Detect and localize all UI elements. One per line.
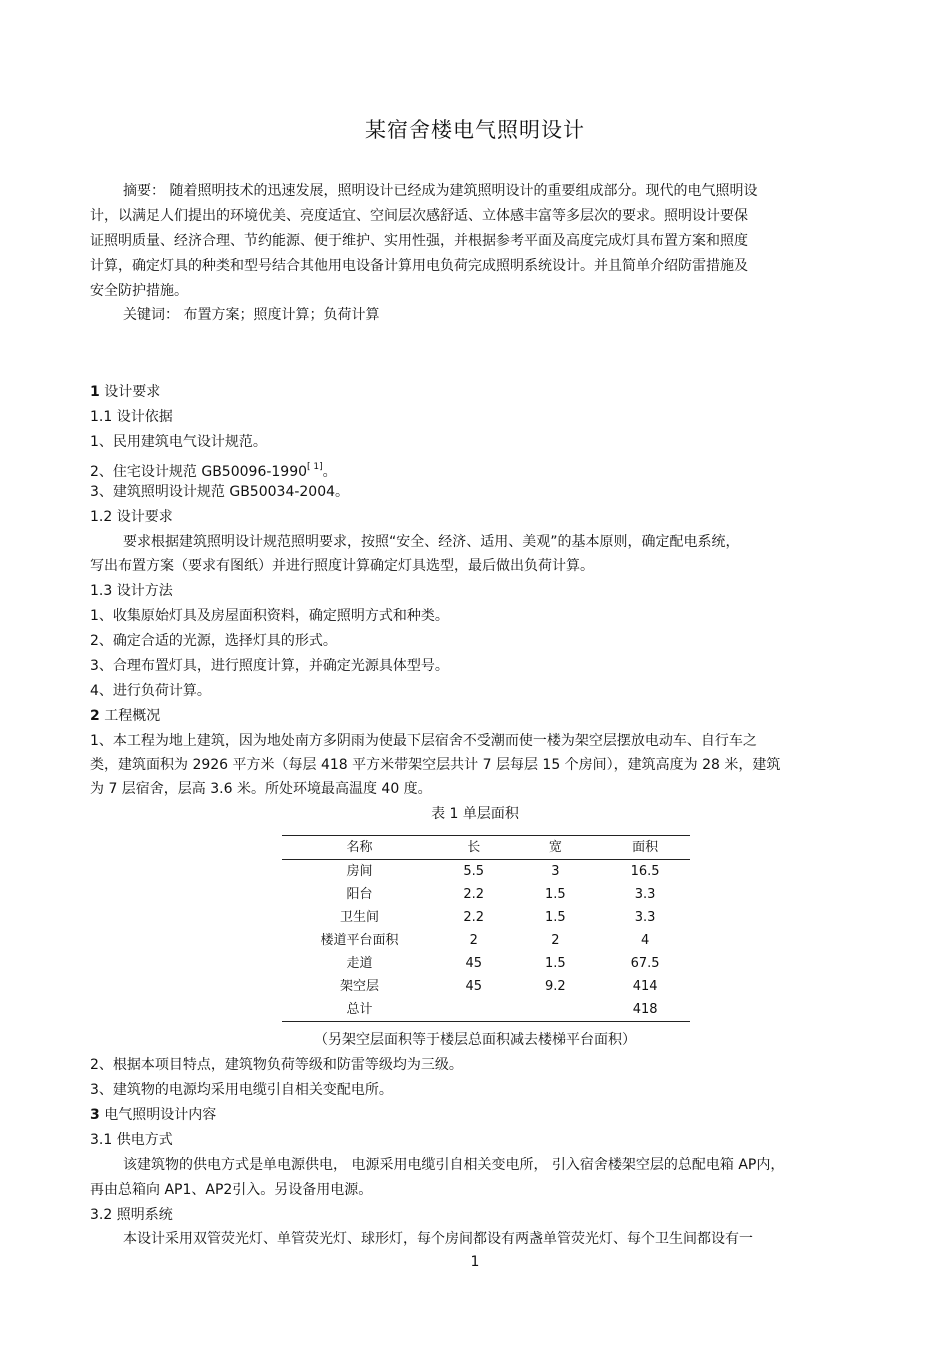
abstract-line: 证照明质量、经济合理、节约能源、便于维护、实用性强，并根据参考平面及高度完成灯具布置方案和照度: [90, 233, 748, 249]
table-cell: 房间: [346, 864, 373, 879]
table-cell: 3: [551, 864, 560, 879]
section-3-1-heading: 3.1 供电方式: [90, 1132, 173, 1148]
section-1-1-heading: 1.1 设计依据: [90, 409, 173, 425]
table-cell: 16.5: [630, 864, 660, 879]
table-cell: 总计: [346, 1002, 373, 1017]
table-cell: 418: [632, 1002, 658, 1017]
section-3-number: 3: [90, 1107, 100, 1123]
table-row: [282, 952, 690, 975]
table-cell: [510, 998, 600, 1022]
paragraph-line: 为 7 层宿舍，层高 3.6 米。所处环境最高温度 40 度。: [90, 781, 432, 797]
table-header-row: [282, 836, 690, 860]
table-header-cell: 宽: [548, 840, 562, 855]
table-cell: 3.3: [634, 887, 656, 902]
section-3-heading: [90, 1105, 880, 1125]
paragraph-line: 本设计采用双管荧光灯、单管荧光灯、球形灯，每个房间都设有两盏单管荧光灯、每个卫生间都设有一: [123, 1231, 753, 1247]
table-header-cell: 名称: [346, 840, 373, 855]
list-item: 2、确定合适的光源，选择灯具的形式。: [90, 633, 337, 649]
section-1-title: 设计要求: [99, 384, 161, 400]
table-cell: 阳台: [346, 887, 373, 902]
table-cell: 架空层: [340, 979, 380, 994]
abstract-line: 安全防护措施。: [90, 283, 188, 299]
table-cell: 9.2: [545, 979, 566, 994]
table-header-cell: 长: [467, 840, 481, 855]
section-2-title: 工程概况: [99, 708, 161, 724]
list-item-end: 。: [322, 464, 337, 480]
table-row: [282, 860, 690, 884]
list-item: 1、民用建筑电气设计规范。: [90, 434, 267, 450]
paragraph-line: 该建筑物的供电方式是单电源供电， 电源采用电缆引自相关变电所， 引入宿舍楼架空层的总配电箱 AP内，: [123, 1157, 785, 1173]
reference-superscript: [ 1]: [307, 462, 323, 472]
abstract-line: 计，以满足人们提出的环境优美、亮度适宜、空间层次感舒适、立体感丰富等多层次的要求。照明设计要保: [90, 208, 748, 224]
section-2-heading: [90, 706, 880, 726]
table-cell: 45: [465, 956, 483, 971]
table-row: [282, 883, 690, 906]
list-item: 3、建筑物的电源均采用电缆引自相关变配电所。: [90, 1082, 393, 1098]
list-item: 4、进行负荷计算。: [90, 683, 211, 699]
list-item-text: 2、住宅设计规范 GB50096-1990: [90, 464, 308, 480]
section-1-3-heading: 1.3 设计方法: [90, 583, 173, 599]
section-2-number: 2: [90, 708, 100, 724]
table-cell: 卫生间: [340, 910, 380, 925]
table-total-row: [282, 998, 690, 1022]
table-cell: 2.2: [463, 887, 485, 902]
table-row: [282, 975, 690, 998]
document-title: 某宿舍楼电气照明设计: [365, 118, 585, 142]
paragraph-line: 类，建筑面积为 2926 平方米（每层 418 平方米带架空层共计 7 层每层 15 个房间），建筑高度为 28 米，建筑: [90, 757, 781, 773]
table-cell: 1.5: [545, 887, 566, 902]
table-cell: 5.5: [463, 864, 485, 879]
list-item: 3、建筑照明设计规范 GB50034-2004。: [90, 484, 350, 500]
table-cell: 走道: [346, 956, 373, 971]
keywords: 关键词： 布置方案；照度计算；负荷计算: [123, 307, 380, 323]
table-cell: 3.3: [634, 910, 656, 925]
table-cell: 1.5: [545, 910, 566, 925]
table-cell: 1.5: [545, 956, 566, 971]
table-cell: 414: [632, 979, 658, 994]
paragraph-line: 要求根据建筑照明设计规范照明要求，按照“安全、经济、适用、美观”的基本原则，确定配电系统，: [123, 534, 740, 550]
list-item: 2、根据本项目特点，建筑物负荷等级和防雷等级均为三级。: [90, 1057, 463, 1073]
table-header-cell: 面积: [632, 840, 659, 855]
section-1-2-heading: 1.2 设计要求: [90, 509, 173, 525]
paragraph-line: 再由总箱向 AP1、AP2引入。另设备用电源。: [90, 1182, 373, 1198]
list-item: 3、合理布置灯具，进行照度计算，并确定光源具体型号。: [90, 658, 449, 674]
table-caption: 表 1 单层面积: [431, 806, 519, 822]
table-note: （另架空层面积等于楼层总面积减去楼梯平台面积）: [314, 1032, 636, 1048]
section-3-title: 电气照明设计内容: [99, 1107, 217, 1123]
section-3-2-heading: 3.2 照明系统: [90, 1207, 173, 1223]
area-table: [282, 835, 690, 1022]
abstract-line: 摘要： 随着照明技术的迅速发展，照明设计已经成为建筑照明设计的重要组成部分。现代的电气照明设: [123, 183, 758, 199]
table-cell: 楼道平台面积: [320, 933, 399, 948]
table-row: [282, 906, 690, 929]
abstract-line: 计算，确定灯具的种类和型号结合其他用电设备计算用电负荷完成照明系统设计。并且简单介绍防雷措施及: [90, 258, 748, 274]
paragraph-line: 写出布置方案（要求有图纸）并进行照度计算确定灯具选型，最后做出负荷计算。: [90, 558, 594, 574]
table-cell: [437, 998, 510, 1022]
section-1-heading: [90, 382, 880, 402]
table-cell: 67.5: [630, 956, 660, 971]
list-item: 1、收集原始灯具及房屋面积资料，确定照明方式和种类。: [90, 608, 449, 624]
paragraph-line: 1、本工程为地上建筑，因为地处南方多阴雨为使最下层宿舍不受潮而使一楼为架空层摆放电动车、自行车之: [90, 733, 757, 749]
table-cell: 4: [640, 933, 650, 948]
table-row: [282, 929, 690, 952]
table-cell: 2.2: [463, 910, 485, 925]
table-cell: 45: [465, 979, 483, 994]
table-cell: 2: [551, 933, 560, 948]
table-cell: 2: [469, 933, 478, 948]
list-item-with-reference: [90, 457, 880, 482]
section-1-number: 1: [90, 384, 100, 400]
page-number: 1: [470, 1254, 480, 1270]
